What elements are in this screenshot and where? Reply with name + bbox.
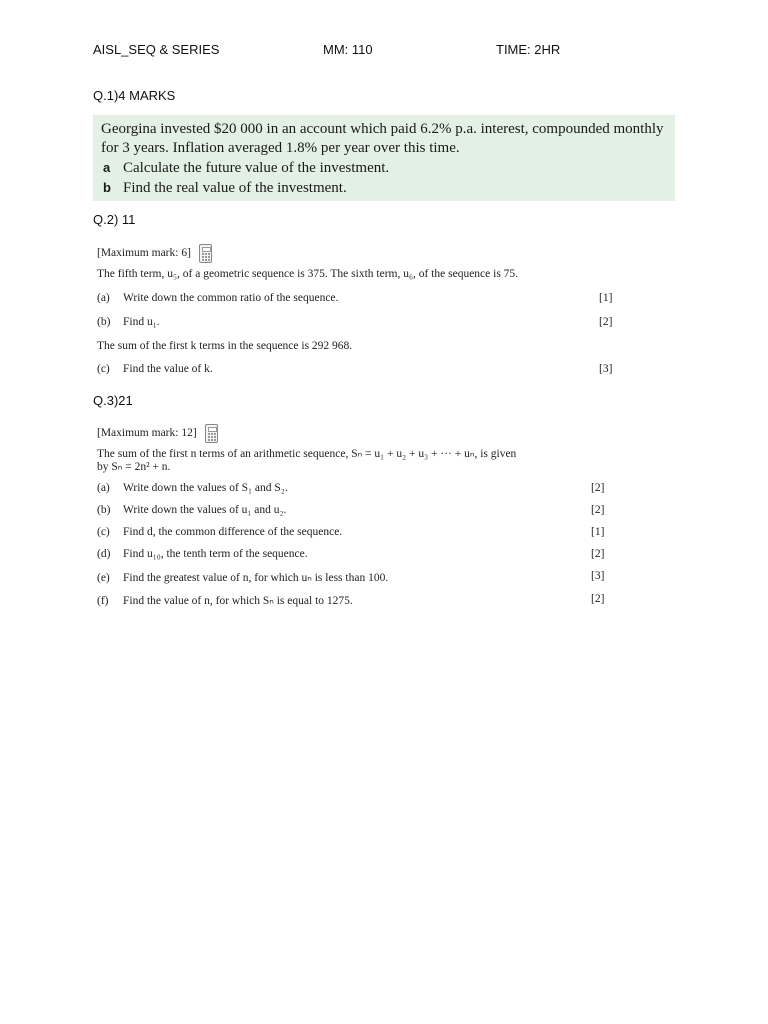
q2-part-a-label: (a) xyxy=(97,292,110,304)
q1-label: Q.1)4 MARKS xyxy=(93,88,176,103)
q3-part-a-label: (a) xyxy=(97,482,110,494)
q1-part-b xyxy=(103,178,675,198)
q1-part-a-text: Calculate the future value of the investment. xyxy=(123,160,390,176)
q3-part-a-text: Write down the values of S₁ and S₂. xyxy=(123,482,288,494)
q2-part-c-mark: [3] xyxy=(599,363,613,375)
header-time: TIME: 2HR xyxy=(496,42,561,57)
q3-part-c-mark: [1] xyxy=(591,526,605,538)
q2-stem: The fifth term, u₅, of a geometric sequence is 375. The sixth term, u₆, of the sequence is 75. xyxy=(97,268,519,280)
q3-part-c-label: (c) xyxy=(97,526,110,538)
q2-max-mark-text: [Maximum mark: 6] xyxy=(97,247,191,260)
q3-part-d xyxy=(97,548,308,560)
q2-part-c-text: Find the value of k. xyxy=(123,363,213,375)
q3-part-e-label: (e) xyxy=(97,572,110,584)
q3-label: Q.3)21 xyxy=(93,393,133,408)
q2-part-c-label: (c) xyxy=(97,363,110,375)
q3-part-b-mark: [2] xyxy=(591,504,605,516)
q3-part-f-text: Find the value of n, for which Sₙ is equal to 1275. xyxy=(123,595,353,607)
q3-part-d-text: Find u₁₀, the tenth term of the sequence. xyxy=(123,548,308,560)
q1-line1: Georgina invested $20 000 in an account which paid 6.2% p.a. interest, compounded monthly xyxy=(101,121,664,137)
header-title: AISL_SEQ & SERIES xyxy=(93,42,220,57)
calculator-icon xyxy=(199,244,212,263)
q2-part-c xyxy=(97,363,213,375)
q1-part-b-text: Find the real value of the investment. xyxy=(123,180,347,196)
q2-sum-statement: The sum of the first k terms in the sequence is 292 968. xyxy=(97,340,353,352)
q3-part-f-mark: [2] xyxy=(591,593,605,605)
q3-part-e-text: Find the greatest value of n, for which uₙ is less than 100. xyxy=(123,572,389,584)
calculator-icon xyxy=(205,424,218,443)
q2-part-a-mark: [1] xyxy=(599,292,613,304)
q2-max-mark xyxy=(97,244,212,263)
q2-label: Q.2) 11 xyxy=(93,212,136,227)
q1-part-a xyxy=(103,158,675,178)
q3-part-a xyxy=(97,482,288,494)
q3-part-f-label: (f) xyxy=(97,595,109,607)
header-max-marks: MM: 110 xyxy=(323,42,373,57)
q2-part-a-text: Write down the common ratio of the sequence. xyxy=(123,292,339,304)
q2-part-b-mark: [2] xyxy=(599,316,613,328)
q1-line2: for 3 years. Inflation averaged 1.8% per year over this time. xyxy=(101,140,460,156)
q3-part-d-mark: [2] xyxy=(591,548,605,560)
q1-part-a-letter: a xyxy=(103,160,111,175)
q3-part-c-text: Find d, the common difference of the sequence. xyxy=(123,526,343,538)
q1-box xyxy=(93,115,675,201)
q2-part-a xyxy=(97,292,338,304)
q3-part-e-mark: [3] xyxy=(591,570,605,582)
q3-stem-line2: by Sₙ = 2n² + n. xyxy=(97,461,171,473)
q3-part-d-label: (d) xyxy=(97,548,111,560)
q3-part-f xyxy=(97,593,353,607)
q3-part-b xyxy=(97,504,286,516)
q3-part-c xyxy=(97,526,342,538)
q3-part-a-mark: [2] xyxy=(591,482,605,494)
q3-max-mark-text: [Maximum mark: 12] xyxy=(97,427,197,440)
q3-stem-line1: The sum of the first n terms of an arithmetic sequence, Sₙ = u₁ + u₂ + u₃ + ··· + uₙ, is given xyxy=(97,448,517,460)
q3-part-b-text: Write down the values of u₁ and u₂. xyxy=(123,504,287,516)
q1-part-b-letter: b xyxy=(103,180,111,195)
q3-part-e xyxy=(97,570,388,584)
q2-part-b xyxy=(97,316,160,328)
q2-part-b-text: Find u₁. xyxy=(123,316,160,328)
q3-part-b-label: (b) xyxy=(97,504,111,516)
q2-part-b-label: (b) xyxy=(97,316,111,328)
q3-max-mark xyxy=(97,424,218,443)
